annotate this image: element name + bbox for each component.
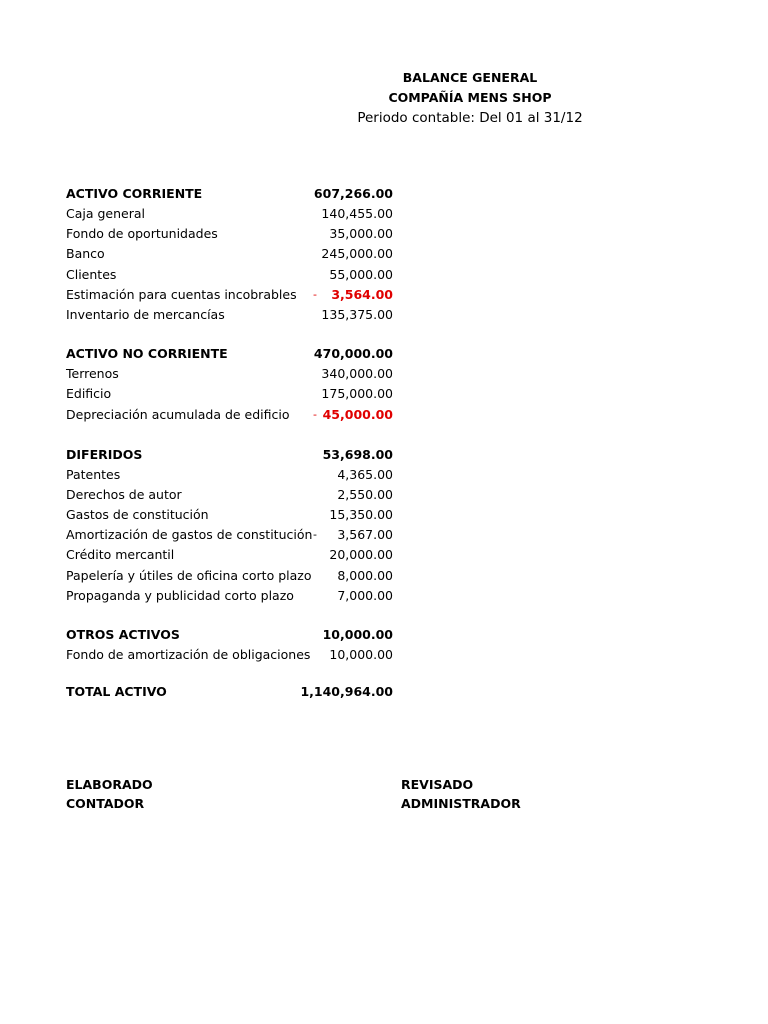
account-label: Banco	[66, 246, 105, 261]
account-row	[66, 204, 396, 224]
signature-reviewed-role: REVISADO	[401, 777, 474, 792]
accounting-period: Periodo contable: Del 01 al 31/12	[357, 110, 583, 126]
account-label: Crédito mercantil	[66, 547, 175, 562]
account-value: 7,000.00	[337, 588, 393, 603]
account-value: 55,000.00	[329, 267, 393, 282]
section-header-otros-activos	[66, 625, 396, 645]
account-row	[66, 485, 396, 505]
account-value: 175,000.00	[321, 386, 393, 401]
section-total: 10,000.00	[322, 627, 393, 642]
account-row-contra	[66, 285, 396, 305]
account-label: Depreciación acumulada de edificio	[66, 407, 290, 422]
account-value: 10,000.00	[329, 647, 393, 662]
account-label: Caja general	[66, 206, 146, 221]
account-row	[66, 645, 396, 665]
account-value: 135,375.00	[321, 307, 393, 322]
account-value: 4,365.00	[337, 467, 393, 482]
account-row	[66, 384, 396, 404]
account-value: 340,000.00	[321, 366, 393, 381]
total-label: TOTAL ACTIVO	[66, 684, 167, 699]
account-row	[66, 545, 396, 565]
account-value: 15,350.00	[329, 507, 393, 522]
section-total: 607,266.00	[313, 186, 393, 201]
account-row-contra	[66, 405, 396, 425]
account-value: 3,567.00	[337, 527, 393, 542]
section-title: OTROS ACTIVOS	[66, 627, 180, 642]
account-value-negative: 45,000.00	[322, 407, 393, 422]
section-header-activo-corriente	[66, 184, 396, 204]
signature-prepared-title: CONTADOR	[66, 796, 145, 811]
account-label: Terrenos	[66, 366, 119, 381]
total-activo-row	[66, 682, 396, 702]
negative-sign: -	[313, 528, 317, 541]
account-label: Amortización de gastos de constitución	[66, 527, 313, 542]
account-row	[66, 465, 396, 485]
section-title: ACTIVO NO CORRIENTE	[66, 346, 228, 361]
account-row	[66, 364, 396, 384]
section-total: 53,698.00	[322, 447, 393, 462]
section-title: DIFERIDOS	[66, 447, 143, 462]
section-total: 470,000.00	[313, 346, 393, 361]
account-label: Clientes	[66, 267, 117, 282]
account-value: 8,000.00	[337, 568, 393, 583]
account-row	[66, 305, 396, 325]
section-title: ACTIVO CORRIENTE	[66, 186, 203, 201]
account-label: Fondo de amortización de obligaciones	[66, 647, 311, 662]
section-header-activo-no-corriente	[66, 344, 396, 364]
account-row-contra	[66, 525, 396, 545]
account-label: Inventario de mercancías	[66, 307, 225, 322]
account-row	[66, 244, 396, 264]
company-name: COMPAÑÍA MENS SHOP	[388, 90, 552, 105]
account-value: 35,000.00	[329, 226, 393, 241]
account-value-negative: 3,564.00	[331, 287, 393, 302]
account-row	[66, 224, 396, 244]
account-row	[66, 265, 396, 285]
account-row	[66, 505, 396, 525]
account-value: 2,550.00	[337, 487, 393, 502]
account-label: Propaganda y publicidad corto plazo	[66, 588, 294, 603]
section-header-diferidos	[66, 445, 396, 465]
account-value: 20,000.00	[329, 547, 393, 562]
account-label: Papelería y útiles de oficina corto plazo	[66, 568, 312, 583]
signature-prepared-role: ELABORADO	[66, 777, 153, 792]
account-label: Fondo de oportunidades	[66, 226, 218, 241]
account-value: 140,455.00	[321, 206, 393, 221]
account-row	[66, 586, 396, 606]
account-row	[66, 566, 396, 586]
negative-sign: -	[313, 288, 317, 301]
account-label: Derechos de autor	[66, 487, 182, 502]
account-label: Estimación para cuentas incobrables	[66, 287, 297, 302]
account-label: Edificio	[66, 386, 112, 401]
signature-reviewed-title: ADMINISTRADOR	[401, 796, 521, 811]
account-label: Patentes	[66, 467, 121, 482]
negative-sign: -	[313, 408, 317, 421]
document-title: BALANCE GENERAL	[402, 70, 538, 85]
total-value: 1,140,964.00	[300, 684, 393, 699]
account-value: 245,000.00	[321, 246, 393, 261]
account-label: Gastos de constitución	[66, 507, 209, 522]
